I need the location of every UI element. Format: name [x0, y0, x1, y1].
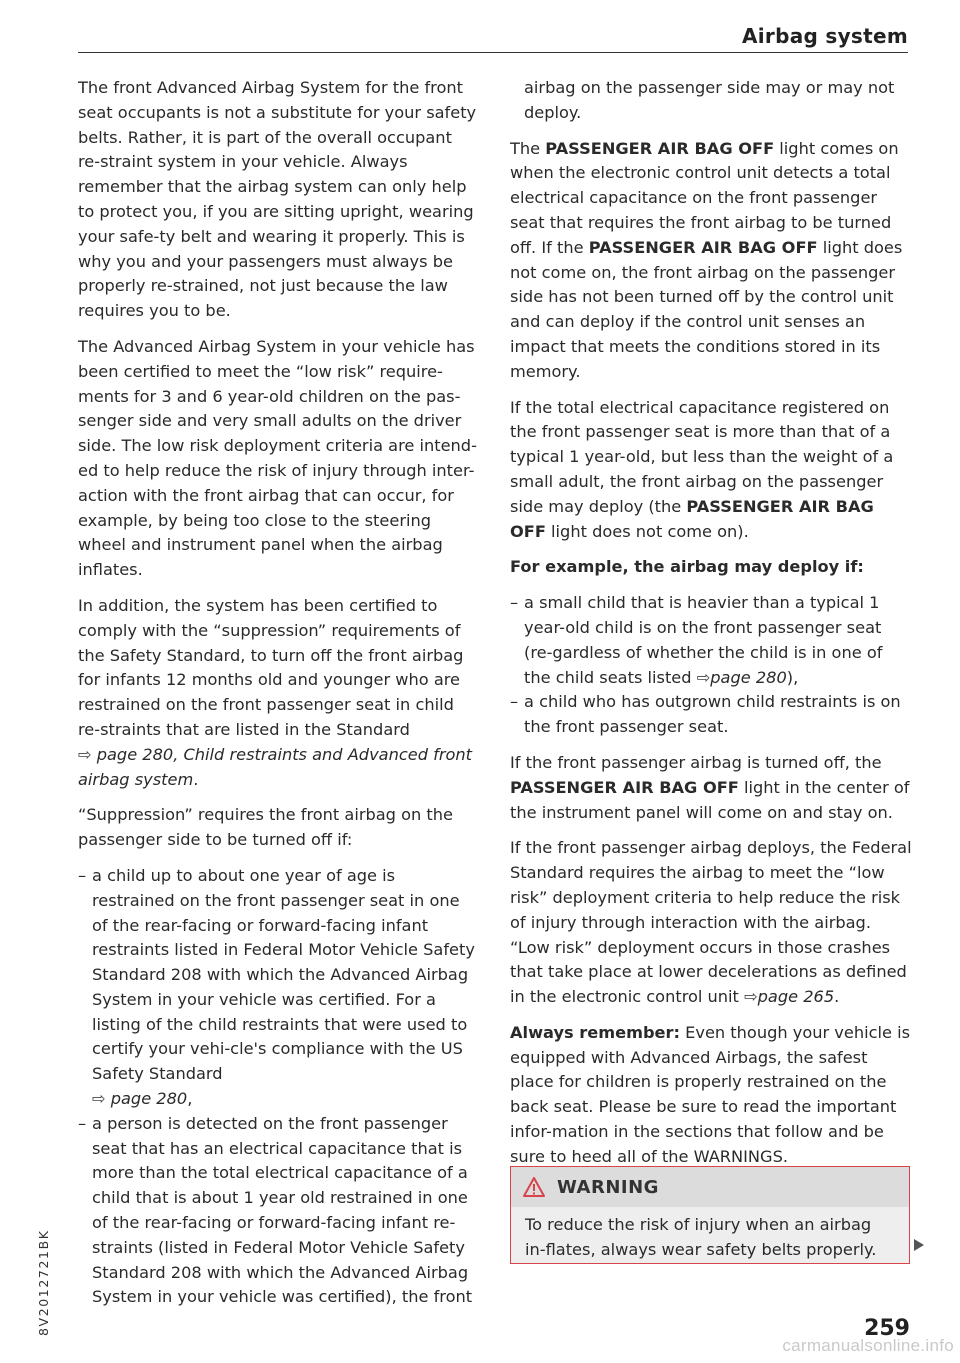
paragraph-text: If the total electrical capacitance registered on the front passenger seat is more than that of a typical 1 year-old, but less than the weight of a small adult, the front airbag on the passenger side may deploy (the: [510, 397, 894, 516]
punctuation: ,: [187, 1089, 193, 1109]
list-item: [78, 864, 478, 1112]
watermark: carmanualsonline.info: [782, 1336, 954, 1355]
page-number: 259: [864, 1316, 910, 1341]
indicator-label: PASSENGER AIR BAG OFF: [588, 237, 818, 257]
warning-box: [510, 1166, 910, 1264]
paragraph-text: If the front passenger airbag is turned off, the: [510, 752, 882, 772]
paragraph-text: If the front passenger airbag deploys, the Federal Standard requires the airbag to meet the “low risk” deployment criteria to help reduce the risk of injury through interaction with the airbag. “Low risk” deployment occurs in those crashes that take place at lower decelerations as defined in the electronic control unit: [510, 838, 912, 1007]
paragraph: [78, 594, 478, 792]
punctuation: .: [834, 987, 840, 1007]
paragraph: The front Advanced Airbag System for the front seat occupants is not a substitute for your safety belts. Rather, it is part of the overall occupant re-straint system in your vehicle. Always remember that the airbag system can only help to protect you, if you are sitting upright, wearing your safe-ty belt and wearing it properly. This is why you and your passengers must always be properly re-strained, not just because the law requires you to be.: [78, 78, 477, 321]
section-title: Airbag system: [742, 24, 908, 48]
paragraph: [510, 137, 912, 385]
warning-triangle-icon: [523, 1177, 545, 1197]
list-item: [78, 1112, 478, 1310]
punctuation: .: [193, 769, 199, 789]
indicator-label: PASSENGER AIR BAG OFF: [510, 777, 739, 797]
bullet-list: [78, 864, 478, 1310]
warning-text: To reduce the risk of injury when an airbag in-flates, always wear safety belts properly.: [511, 1207, 909, 1263]
paragraph-text: light comes on when the electronic control unit detects a total electrical capacitance on the front passenger seat that requires the front airbag to be turned off. If the: [510, 138, 899, 257]
list-item: [510, 591, 912, 690]
paragraph: [510, 396, 912, 545]
paragraph: “Suppression” requires the front airbag on the passenger side to be turned off if:: [78, 805, 453, 850]
continued-text: airbag on the passenger side may or may not deploy.: [524, 78, 895, 122]
ref-arrow-icon: ⇨: [744, 987, 758, 1007]
list-item: [510, 690, 912, 740]
bullet-list: [510, 591, 912, 740]
list-item-text: a person is detected on the front passenger seat that has an electrical capacitance that is more than the total electrical capacitance of a child that is about 1 year old restrained in one of the rear-facing or forward-facing infant re-straints (listed in Federal Motor Vehicle Safety Standard 208 with which the Advanced Airbag System in your vehicle was certified), the front: [92, 1113, 473, 1307]
punctuation: ),: [786, 667, 799, 687]
paragraph: [510, 836, 912, 1010]
ref-arrow-icon: ⇨: [696, 667, 711, 687]
emphasis-label: Always remember:: [510, 1022, 680, 1042]
list-item-text: a child up to about one year of age is restrained on the front passenger seat in one of the rear-facing or forward-facing infant restraints listed in Federal Motor Vehicle Safety Standard 208 with which the Advanced Airbag System in your vehicle was certified. For a listing of the child restraints that were used to certify your vehi-cle's compliance with the US Safety Standard: [92, 865, 475, 1084]
dash-icon: –: [78, 865, 87, 885]
document-code: 8V2012721BK: [36, 1229, 51, 1336]
paragraph: [510, 1021, 912, 1170]
ref-arrow-icon: ⇨: [92, 1089, 106, 1109]
indicator-label: PASSENGER AIR BAG OFF: [545, 138, 775, 158]
ref-arrow-icon: ⇨: [78, 744, 92, 764]
dash-icon: –: [510, 692, 519, 712]
indicator-label: PASSENGER AIR BAG OFF: [510, 496, 874, 541]
paragraph: [510, 751, 912, 825]
paragraph-text: The: [510, 138, 541, 158]
dash-icon: –: [510, 593, 519, 613]
paragraph-text: light in the center of the instrument panel will come on and stay on.: [510, 777, 910, 822]
list-item-text: a small child that is heavier than a typical 1 year-old child is on the front passenger seat (re-gardless of whether the child is in one of the child seats listed: [524, 593, 883, 687]
page-reference-link[interactable]: page 280: [110, 1089, 188, 1109]
warning-title: WARNING: [557, 1176, 659, 1198]
paragraph-text: light does not come on, the front airbag on the passenger side has not been turned off by the control unit and can deploy if the control unit senses an impact that meets the conditions stored in its memory.: [510, 237, 903, 381]
dash-icon: –: [78, 1113, 87, 1133]
continue-arrow-icon: [912, 1238, 926, 1252]
paragraph: The Advanced Airbag System in your vehicle has been certified to meet the “low risk” require-ments for 3 and 6 year-old children on the pas-senger side and very small adults on the driver side. The low risk deployment criteria are intend-ed to help reduce the risk of injury through inter-action with the front airbag that can occur, for example, by being too close to the steering wheel and instrument panel when the airbag inflates.: [78, 336, 477, 580]
page-reference-link[interactable]: page 280, Child restraints and Advanced front airbag system: [78, 744, 472, 789]
paragraph-text: light does not come on).: [551, 521, 749, 541]
subheading: For example, the airbag may deploy if:: [510, 557, 864, 577]
header-rule: [78, 52, 908, 53]
paragraph-text: Even though your vehicle is equipped with Advanced Airbags, the safest place for children is properly restrained on the back seat. Please be sure to read the important infor-mation in the sections that follow and be sure to heed all of the WARNINGS.: [510, 1022, 911, 1166]
right-column: [510, 76, 912, 1181]
page-reference-link[interactable]: page 265: [757, 987, 835, 1007]
page-reference-link[interactable]: page 280: [710, 667, 787, 687]
list-item-text: a child who has outgrown child restraints is on the front passenger seat.: [524, 692, 901, 737]
warning-header: [511, 1167, 909, 1207]
paragraph-text: In addition, the system has been certified to comply with the “suppression” requirements of the Safety Standard, to turn off the front airbag for infants 12 months old and younger who are restrained on the front passenger seat in child re-straints that are listed in the Standard: [78, 595, 464, 739]
left-column: [78, 76, 478, 1321]
